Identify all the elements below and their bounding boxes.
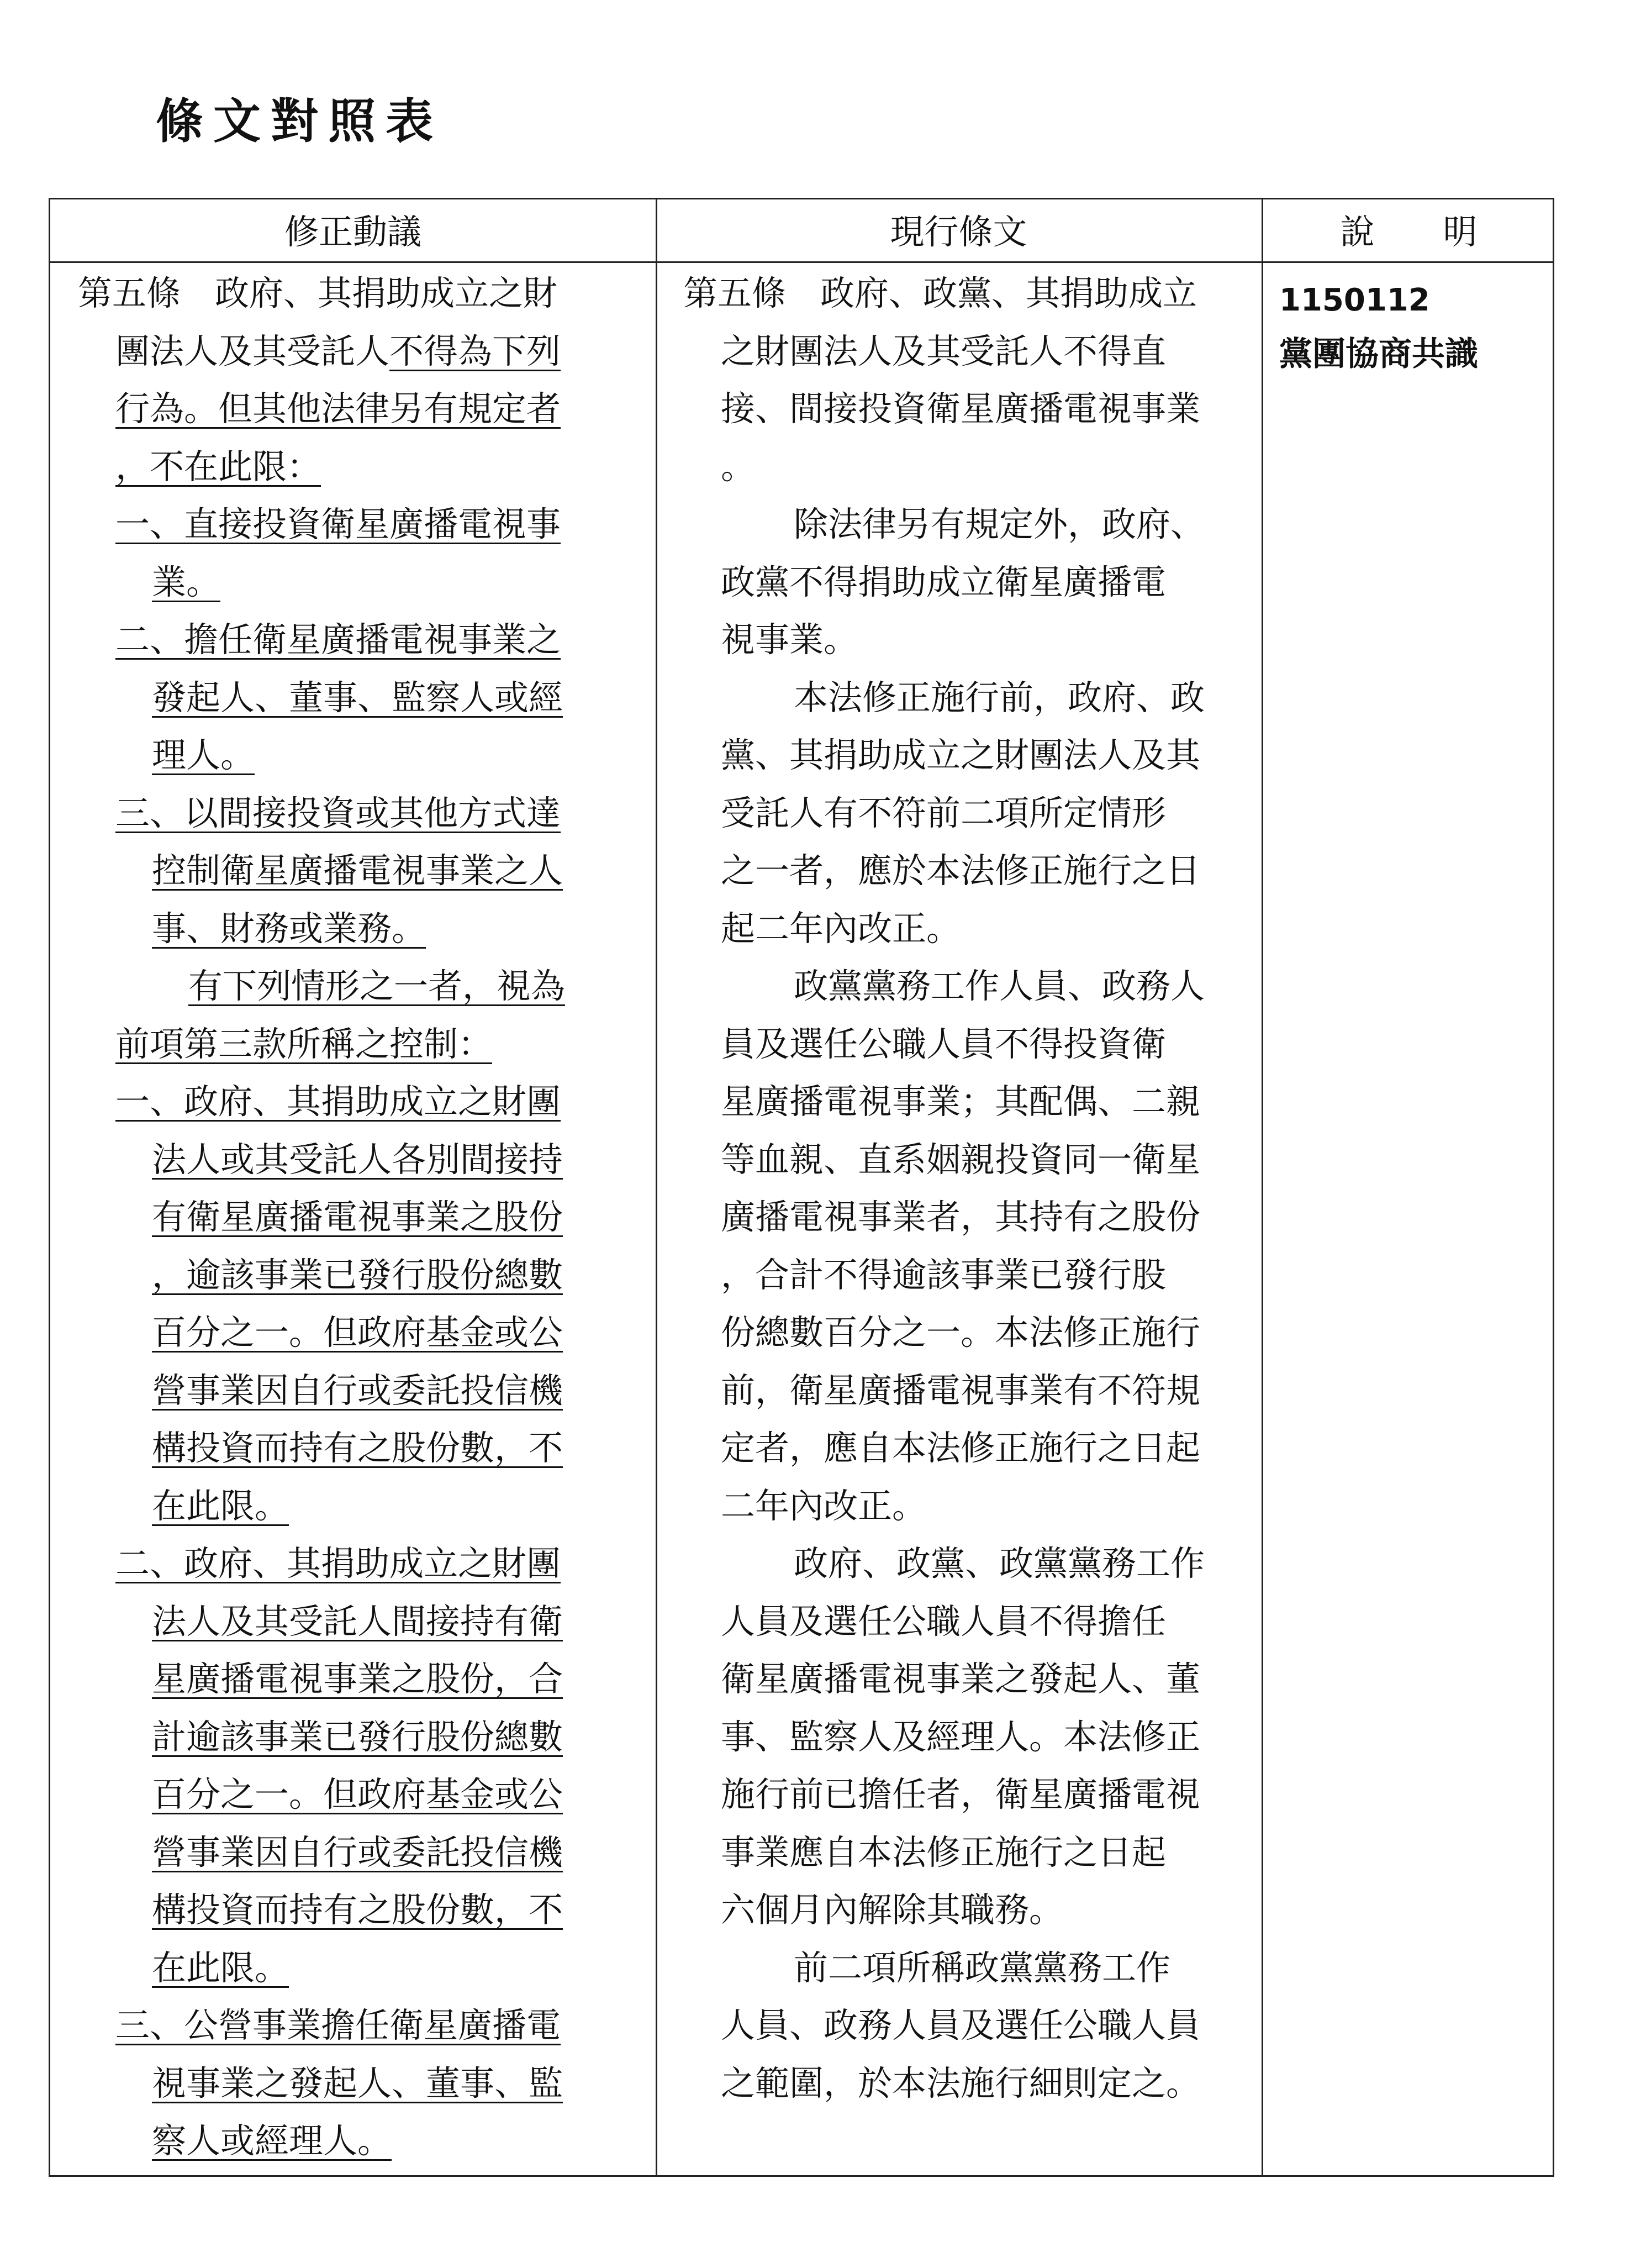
- note-text: 黨團協商共識: [1279, 335, 1478, 373]
- proposal-line: [115, 387, 561, 431]
- current-line: 政黨不得捐助成立衛星廣播電: [721, 561, 1167, 602]
- current-line: 人員、政務人員及選任公職人員: [721, 2005, 1201, 2045]
- proposal-line-text: 法人或其受託人各別間接持: [152, 1139, 563, 1180]
- proposal-line: [152, 1888, 563, 1932]
- proposal-line-text: 二、政府、其捐助成立之財團: [115, 1543, 561, 1583]
- proposal-line: [152, 1946, 289, 1990]
- current-line: 。: [721, 446, 756, 487]
- current-line: 政黨黨務工作人員、政務人: [794, 966, 1205, 1006]
- proposal-line-text: 二、擔任衛星廣播電視事業之: [115, 619, 561, 660]
- proposal-line: [152, 1138, 563, 1182]
- proposal-line-text: 業。: [152, 561, 221, 602]
- column-divider-1: [656, 199, 657, 2175]
- current-line: 視事業。: [721, 619, 858, 660]
- proposal-line: [188, 964, 565, 1008]
- proposal-line-text: 第五條 政府、其捐助成立之財: [78, 273, 558, 313]
- proposal-line-text: 一、政府、其捐助成立之財團: [115, 1081, 561, 1122]
- proposal-line-text: 在此限。: [152, 1485, 289, 1526]
- comparison-table: [49, 198, 1554, 2177]
- current-line: 員及選任公職人員不得投資衛: [721, 1023, 1167, 1064]
- note-code: 1150112: [1279, 282, 1430, 318]
- proposal-line-text: 行為。但其他法律另有規定者: [115, 388, 561, 429]
- proposal-line-text: 構投資而持有之股份數，不: [152, 1428, 563, 1468]
- current-line: 除法律另有規定外，政府、: [794, 504, 1205, 544]
- proposal-line-text: 在此限。: [152, 1947, 289, 1988]
- current-line: 施行前已擔任者，衛星廣播電視: [721, 1774, 1201, 1814]
- current-line: 衛星廣播電視事業之發起人、董: [721, 1659, 1201, 1699]
- page-title: 條文對照表: [156, 93, 443, 149]
- header-current: 現行條文: [890, 212, 1027, 252]
- current-line: 接、間接投資衛星廣播電視事業: [721, 388, 1201, 429]
- header-proposal: 修正動議: [284, 212, 421, 252]
- proposal-line-text: 察人或經理人。: [152, 2120, 392, 2161]
- proposal-line: [152, 1311, 563, 1355]
- current-line: 事、監察人及經理人。本法修正: [721, 1716, 1201, 1757]
- proposal-line: [78, 271, 557, 315]
- proposal-line: [152, 1426, 563, 1470]
- column-divider-2: [1262, 199, 1263, 2175]
- current-line: 定者，應自本法修正施行之日起: [721, 1428, 1201, 1468]
- proposal-line-text: 有下列情形之一者，視為: [188, 966, 566, 1006]
- proposal-line-text: 百分之一。但政府基金或公: [152, 1312, 563, 1353]
- proposal-line-text: ，不在此限：: [115, 446, 321, 487]
- current-line: 廣播電視事業者，其持有之股份: [721, 1197, 1201, 1237]
- proposal-line-text: 計逾該事業已發行股份總數: [152, 1716, 563, 1757]
- current-line: 份總數百分之一。本法修正施行: [721, 1312, 1201, 1353]
- proposal-line: [152, 907, 426, 951]
- proposal-line-text: 理人。: [152, 735, 255, 775]
- proposal-line-text: 營事業因自行或委託投信機: [152, 1370, 563, 1411]
- current-line: 等血親、直系姻親投資同一衛星: [721, 1139, 1201, 1180]
- proposal-line: [152, 1657, 563, 1701]
- current-line: 事業應自本法修正施行之日起: [721, 1832, 1167, 1872]
- proposal-line: [115, 2003, 561, 2048]
- current-line: 前二項所稱政黨黨務工作: [794, 1947, 1171, 1988]
- proposal-line-text: 發起人、董事、監察人或經: [152, 677, 563, 718]
- current-line: 前，衛星廣播電視事業有不符規: [721, 1370, 1201, 1411]
- proposal-line: [152, 733, 255, 777]
- current-line: 人員及選任公職人員不得擔任: [721, 1601, 1167, 1641]
- proposal-line-text: 有衛星廣播電視事業之股份: [152, 1197, 563, 1237]
- current-line: 黨、其捐助成立之財團法人及其: [721, 735, 1201, 775]
- current-line: 本法修正施行前，政府、政: [794, 677, 1205, 718]
- proposal-line: [115, 445, 321, 489]
- current-line: 之一者，應於本法修正施行之日: [721, 850, 1201, 891]
- proposal-line: [152, 676, 563, 720]
- proposal-line-text: 法人及其受託人間接持有衛: [152, 1601, 563, 1641]
- proposal-line-text: 星廣播電視事業之股份，合: [152, 1659, 563, 1699]
- proposal-line: [152, 1484, 289, 1528]
- proposal-line: [152, 2061, 563, 2106]
- proposal-line-text: 三、公營事業擔任衛星廣播電: [115, 2005, 561, 2045]
- current-line: 二年內改正。: [721, 1485, 927, 1526]
- proposal-line-text: 三、以間接投資或其他方式達: [115, 792, 561, 833]
- proposal-line: [115, 1022, 492, 1066]
- proposal-line: [115, 329, 561, 373]
- proposal-line: [115, 618, 561, 662]
- proposal-line-text: 前項第三款所稱之控制：: [115, 1023, 493, 1064]
- proposal-line-text: 事、財務或業務。: [152, 908, 426, 949]
- proposal-line-text: 營事業因自行或委託投信機: [152, 1832, 563, 1872]
- proposal-line: [115, 1080, 561, 1124]
- proposal-line: [152, 1599, 563, 1644]
- proposal-line-text: 構投資而持有之股份數，不: [152, 1890, 563, 1930]
- current-line: 星廣播電視事業；其配偶、二親: [721, 1081, 1201, 1122]
- proposal-line-text: ，逾該事業已發行股份總數: [152, 1254, 563, 1295]
- current-line: 六個月內解除其職務。: [721, 1890, 1064, 1930]
- current-line: 之範圍，於本法施行細則定之。: [721, 2062, 1201, 2103]
- proposal-line: [152, 1772, 563, 1817]
- proposal-line: [152, 1715, 563, 1759]
- current-line: 起二年內改正。: [721, 908, 961, 949]
- proposal-line: [115, 1541, 561, 1586]
- proposal-line: [152, 1195, 563, 1239]
- proposal-line-tail: 不得為下列: [389, 330, 561, 371]
- current-line: 之財團法人及其受託人不得直: [721, 330, 1167, 371]
- proposal-line: [152, 1830, 563, 1875]
- proposal-line-text: 百分之一。但政府基金或公: [152, 1774, 563, 1814]
- current-line: ，合計不得逾該事業已發行股: [721, 1254, 1167, 1295]
- proposal-line: [152, 849, 563, 893]
- current-line: 第五條 政府、政黨、其捐助成立: [683, 273, 1197, 313]
- proposal-line: [152, 1253, 563, 1297]
- proposal-line-text: 控制衛星廣播電視事業之人: [152, 850, 563, 891]
- header-note: 說 明: [1340, 212, 1478, 252]
- header-divider: [50, 261, 1553, 263]
- proposal-line: [115, 791, 561, 835]
- proposal-line: [115, 502, 561, 546]
- proposal-line-text: 團法人及其受託人: [115, 330, 390, 371]
- proposal-line-text: 視事業之發起人、董事、監: [152, 2062, 563, 2103]
- proposal-line: [152, 560, 220, 604]
- proposal-line: [152, 1369, 563, 1413]
- proposal-line-text: 一、直接投資衛星廣播電視事: [115, 504, 561, 544]
- current-line: 受託人有不符前二項所定情形: [721, 792, 1167, 833]
- current-line: 政府、政黨、政黨黨務工作: [794, 1543, 1205, 1583]
- proposal-line: [152, 2119, 392, 2163]
